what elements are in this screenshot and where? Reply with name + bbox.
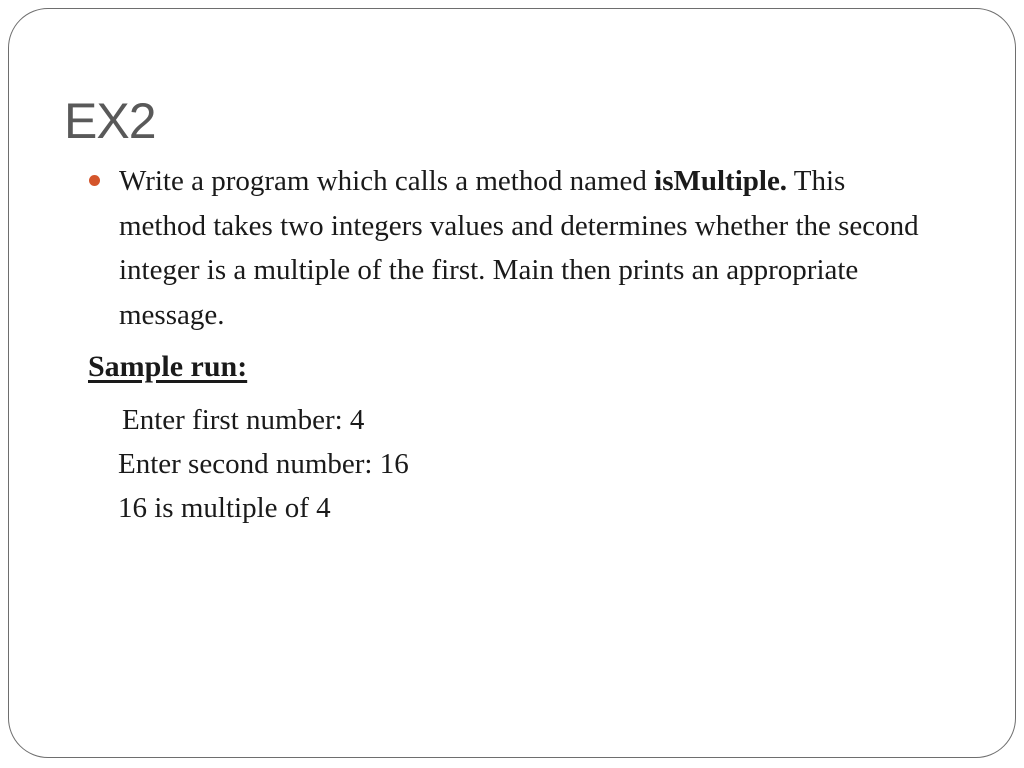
- bullet-text-before: Write a program which calls a method named: [119, 165, 655, 197]
- bullet-dot-icon: [89, 175, 100, 186]
- sample-run-line: Enter first number: 4: [122, 404, 365, 436]
- sample-run-line: Enter second number: 16: [118, 448, 409, 480]
- method-name: isMultiple.: [654, 165, 788, 197]
- bullet-text-after: This method takes two integers values and determines whether the second integer is a multiple of the first. Main then prints an appropriate message.: [119, 165, 919, 331]
- slide-title: EX2: [64, 93, 156, 149]
- slide-frame: [8, 8, 1016, 758]
- bullet-text: [119, 159, 929, 337]
- sample-run-heading: Sample run:: [88, 350, 248, 383]
- sample-run-line: 16 is multiple of 4: [118, 492, 331, 524]
- bullet-item: [89, 159, 929, 337]
